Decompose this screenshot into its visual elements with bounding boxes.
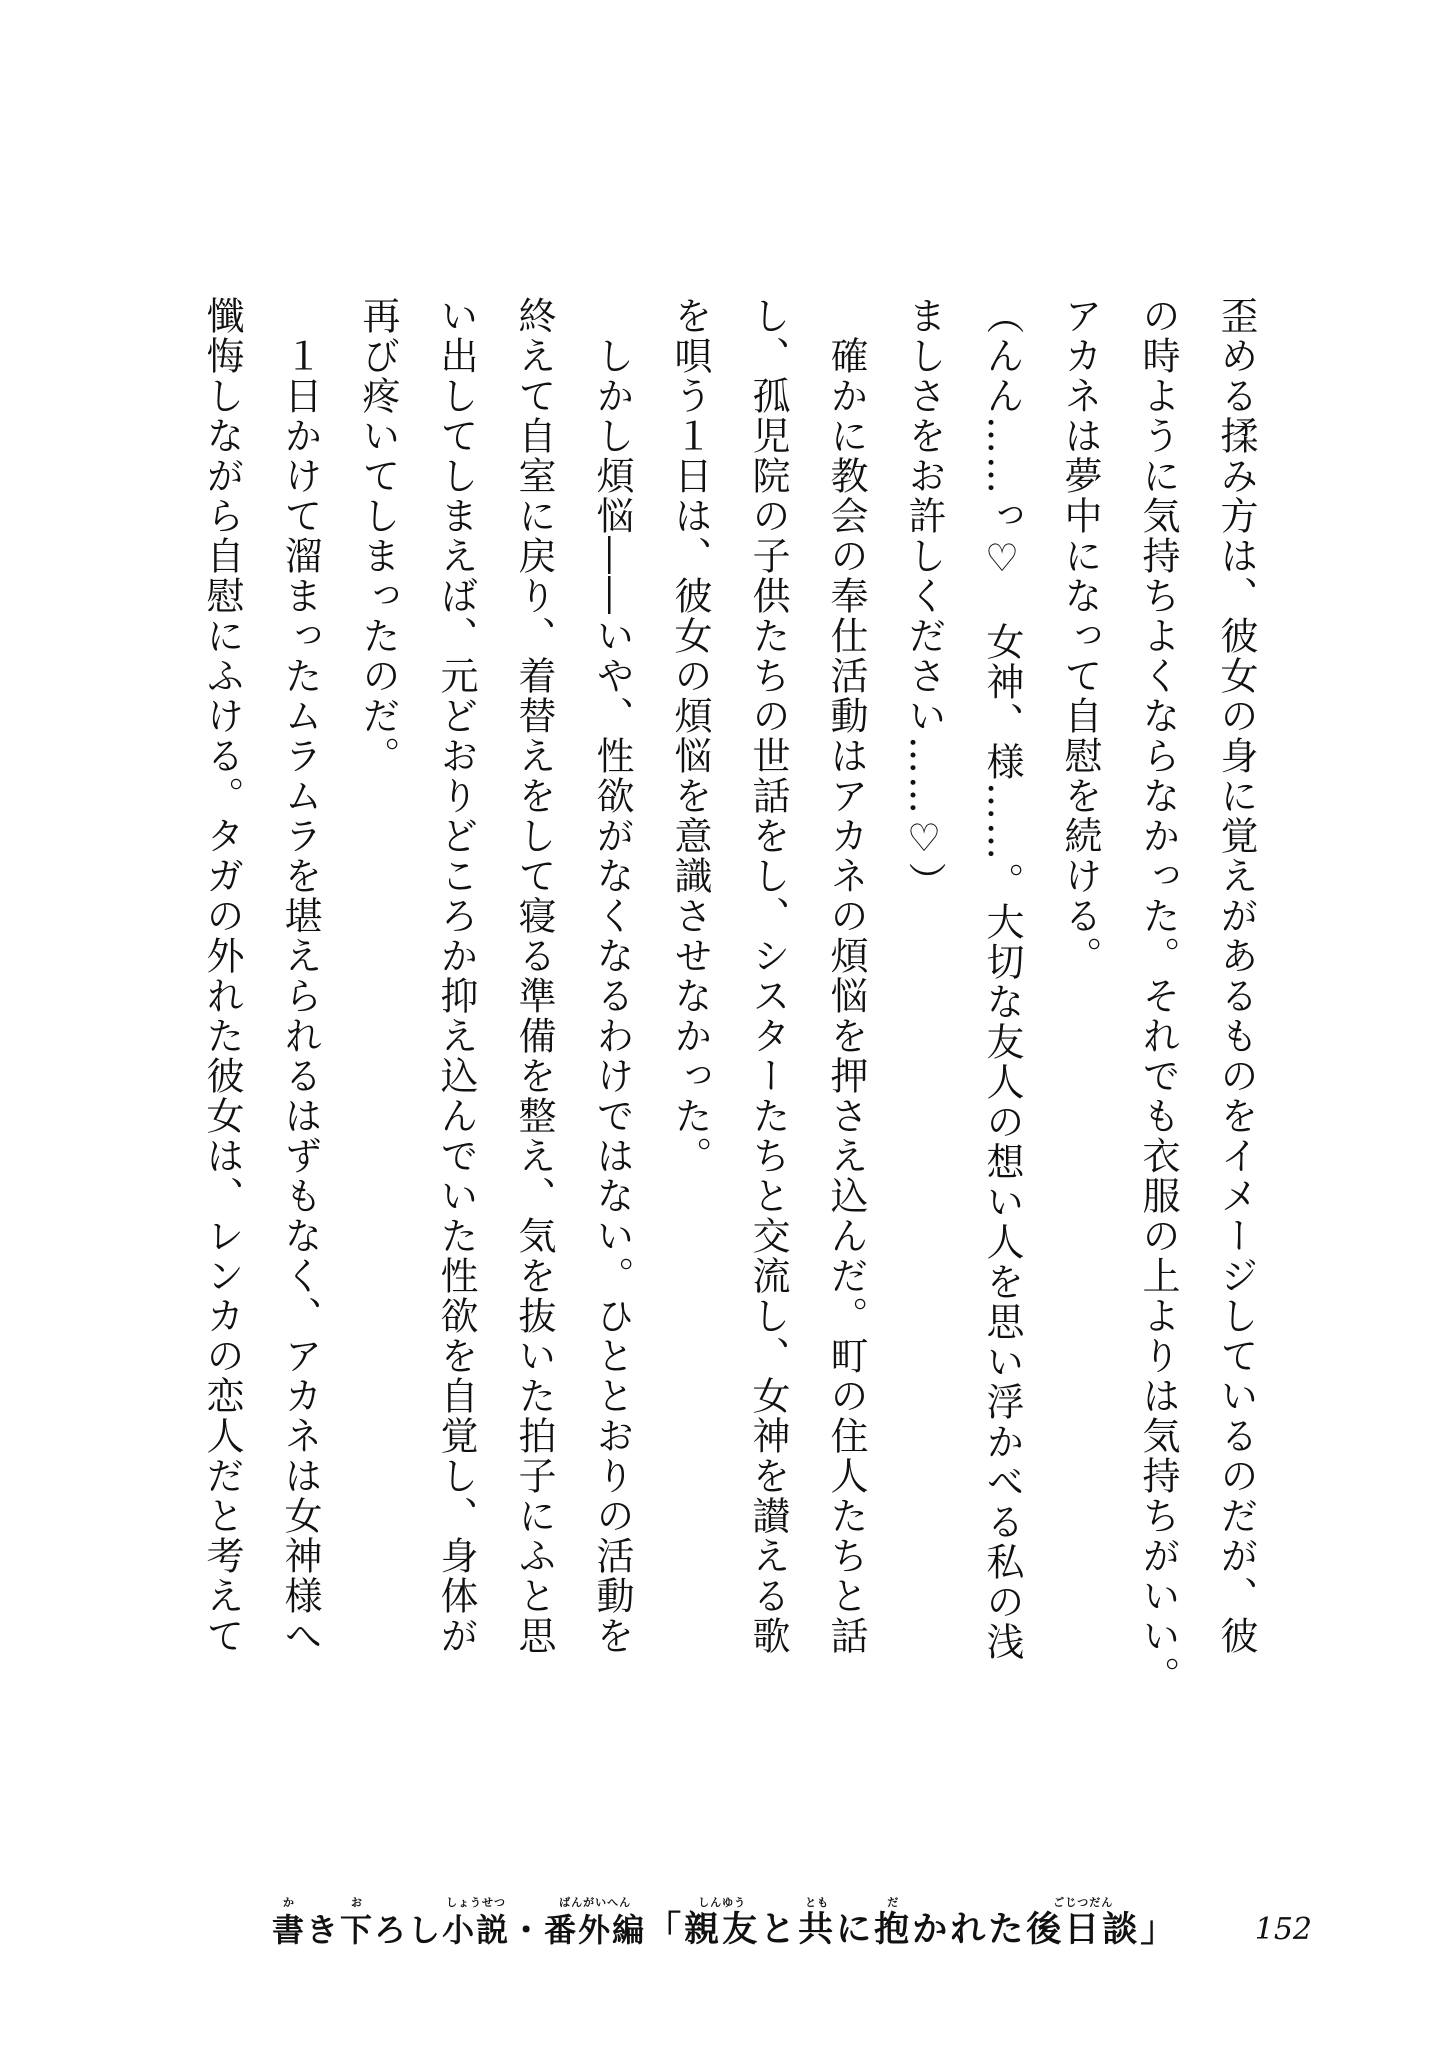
ruby-segment bbox=[798, 1896, 836, 1950]
ruby-segment bbox=[374, 1896, 442, 1950]
footer-text: かれた bbox=[912, 1910, 1027, 1950]
ruby-segment bbox=[874, 1896, 912, 1950]
page-number: 152 bbox=[1254, 1912, 1312, 1947]
text-column: 懺悔しながら自慰にふける。タガの外れた彼女は、レンカの恋人だと考えて bbox=[200, 296, 244, 1656]
ruby-segment bbox=[442, 1896, 510, 1950]
footer-story-title bbox=[646, 1896, 1178, 1950]
furigana: ごじつだん bbox=[1053, 1896, 1114, 1909]
text-column: ましさをお許しください……♡） bbox=[902, 296, 946, 902]
ruby-segment bbox=[836, 1896, 874, 1950]
footer-text: 「 bbox=[646, 1910, 685, 1950]
footer-text: 共 bbox=[798, 1910, 837, 1950]
ruby-segment bbox=[760, 1896, 798, 1950]
footer-text: 小説 bbox=[442, 1911, 511, 1949]
text-column: 終えて自室に戻り、着替えをして寝る準備を整え、気を抜いた拍子にふと思 bbox=[512, 296, 556, 1656]
furigana: しょうせつ bbox=[446, 1896, 507, 1909]
furigana: しんゆう bbox=[698, 1896, 747, 1909]
furigana: お bbox=[351, 1896, 364, 1909]
furigana: か bbox=[283, 1896, 295, 1909]
text-column: アカネは夢中になって自慰を続ける。 bbox=[1058, 296, 1102, 976]
text-column: 再び疼いてしまったのだ。 bbox=[356, 296, 400, 776]
footer-text: と bbox=[760, 1910, 799, 1950]
footer-text: 親友 bbox=[684, 1910, 761, 1950]
running-footer bbox=[272, 1880, 1312, 1950]
text-column: い出してしまえば、元どおりどころか抑え込んでいた性欲を自覚し、身体が bbox=[434, 296, 478, 1656]
ruby-segment bbox=[912, 1896, 1026, 1950]
footer-text: に bbox=[836, 1910, 875, 1950]
footer-text: き bbox=[306, 1911, 341, 1949]
ruby-segment bbox=[306, 1896, 340, 1950]
footer-text: 番外編 bbox=[544, 1911, 647, 1949]
ruby-segment bbox=[340, 1896, 374, 1950]
furigana: だ bbox=[887, 1896, 900, 1909]
text-column: 歪める揉み方は、彼女の身に覚えがあるものをイメージしているのだが、彼 bbox=[1214, 296, 1258, 1656]
furigana: ばんがいへん bbox=[559, 1896, 632, 1909]
footer-text: 」 bbox=[1140, 1910, 1179, 1950]
footer-section-label bbox=[272, 1896, 646, 1950]
footer-text: 下 bbox=[340, 1911, 375, 1949]
ruby-segment bbox=[1026, 1896, 1140, 1950]
text-column: し、孤児院の子供たちの世話をし、シスターたちと交流し、女神を讃える歌 bbox=[746, 296, 790, 1656]
body-text bbox=[200, 296, 1258, 1696]
footer-text: 抱 bbox=[874, 1910, 913, 1950]
ruby-segment bbox=[684, 1896, 760, 1950]
ruby-segment bbox=[510, 1896, 544, 1950]
footer-text: ・ bbox=[510, 1911, 545, 1949]
text-column: 確かに教会の奉仕活動はアカネの煩悩を押さえ込んだ。町の住人たちと話 bbox=[824, 296, 868, 1656]
ruby-segment bbox=[544, 1896, 646, 1950]
furigana: とも bbox=[805, 1896, 830, 1909]
text-column: １日かけて溜まったムラムラを堪えられるはずもなく、アカネは女神様へ bbox=[278, 296, 322, 1656]
ruby-segment bbox=[272, 1896, 306, 1950]
ruby-segment bbox=[646, 1896, 684, 1950]
text-column: の時ように気持ちよくならなかった。それでも衣服の上よりは気持ちがいい。 bbox=[1136, 296, 1180, 1696]
text-column: （んん……っ♡ 女神、様……。大切な友人の想い人を思い浮かべる私の浅 bbox=[980, 296, 1024, 1662]
ruby-segment bbox=[1140, 1896, 1178, 1950]
text-column: を唄う１日は、彼女の煩悩を意識させなかった。 bbox=[668, 296, 712, 1176]
text-column: しかし煩悩――いや、性欲がなくなるわけではない。ひととおりの活動を bbox=[590, 296, 634, 1656]
footer-text: 書 bbox=[272, 1911, 307, 1949]
footer-text: ろし bbox=[374, 1911, 443, 1949]
footer-text: 後日談 bbox=[1026, 1910, 1141, 1950]
